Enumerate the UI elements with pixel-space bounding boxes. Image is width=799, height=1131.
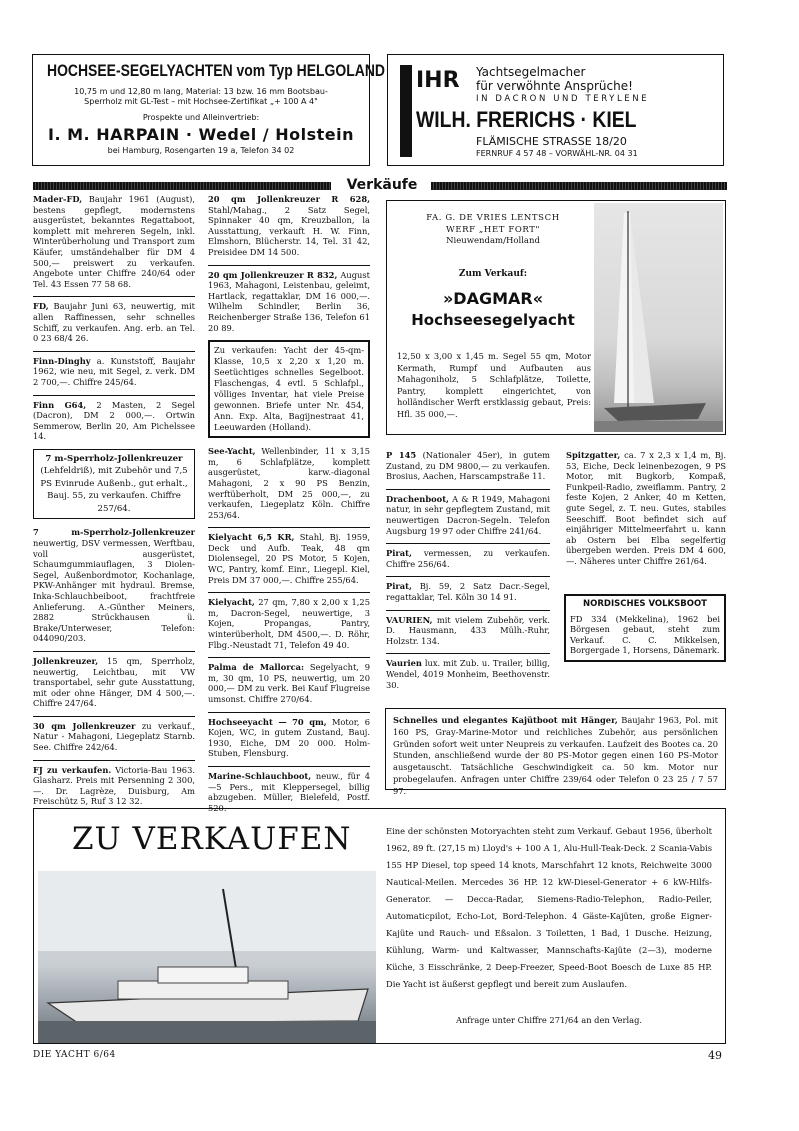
classified-ad (33, 721, 195, 753)
classified-ad (208, 717, 370, 759)
classified-ad-head: 7 m-Sperrholz-Jollenkreuzer (33, 527, 195, 538)
classified-ad (33, 765, 195, 807)
ad-divider (386, 543, 550, 544)
classified-ad-head: Pirat, (386, 548, 412, 559)
classified-ad-body: Wellenbinder, 11 x 3,15 m, 6 Schlafplätze, komplett ausgerüstet, karw.-diagonal Mahagoni, 2 x 90 PS Benzin, werftüberholt, DM 25 000,—, zu verkaufen, Liegeplatz Köln. Chiffre 253/64. (208, 446, 371, 520)
classified-ad-body: neuwertig, DSV vermessen, Werftbau, voll ausgerüstet, Schaumgummiauflagen, 3 Diolen-Segel, Außenbordmotor, Kochanlage, PKW-Anhänger mit hydraul. Bremse, Inka-Schlauchbeiboot, frachtfreie Anlieferung. A.-Günther Meiners, 2882 Strückhausen ü. Brake/Unterweser, Telefon: 044090/203. (33, 537, 195, 644)
dagmar-shipyard3: Nieuwendam/Holland (446, 236, 540, 246)
dagmar-type: Hochseesegelyacht (411, 311, 575, 329)
dagmar-sailboat-image (594, 203, 723, 432)
section-header (33, 177, 727, 193)
motoryacht-inquiry: Anfrage unter Chiffre 271/64 an den Verlag. (455, 1015, 643, 1025)
ad-divider (386, 653, 550, 654)
classified-ad-body: 2 Masten, 2 Segel (Dacron), DM 2 000,—. Ortwin Semmerow, Berlin 20, Am Pichelssee 14. (33, 399, 195, 442)
classified-ad-head: Finn-Dinghy (33, 355, 91, 366)
motoryacht-title: ZU VERKAUFEN (72, 821, 352, 857)
classified-ad (386, 548, 550, 569)
classified-ad-body: Victoria-Bau 1963. Glasharz. Preis mit Persenning 2 300,—. Dr. Lagrèze, Duisburg, Am Freischütz 5, Ruf 3 12 32. (33, 764, 195, 807)
ad-divider (208, 265, 370, 266)
ad-divider (208, 592, 370, 593)
ad-divider (33, 716, 195, 717)
classified-ad-body: Segelyacht, 9 m, 30 qm, 10 PS, neuwertig, um 20 000,— DM zu verk. Bei Kauf Flugreise umsonst. Chiffre 270/64. (208, 662, 370, 704)
ad-divider (208, 712, 370, 713)
classified-ad-head: Marine-Schlauchboot, (208, 770, 312, 781)
ad-frerichs-line1: Yachtsegelmacher (476, 65, 586, 79)
ad-frerichs-street: FLÄMISCHE STRASSE 18/20 (476, 135, 627, 148)
classified-ad-head: Vaurien (386, 658, 422, 669)
page-number: 49 (708, 1049, 722, 1062)
column-3 (386, 450, 550, 697)
ad-frerichs (387, 54, 724, 166)
classified-ad (208, 270, 370, 334)
spitzgatter-body: ca. 7 x 2,3 x 1,4 m, Bj. 53, Eiche, Deck leinenbezogen, 9 PS Motor, mit Bugkorb, Kompaß, Funkpeil-Radio, zweiflamm. Pantry, 2 feste Kojen, 2 Anker, 40 m Ketten, gute Segel, z. T. neu. Gutes, stabiles Seeschiff. Boot befindet sich auf einjähriger Mittelmeerfahrt u. kann ab Ostern bei Elba segelfertig übergeben werden. Preis DM 4 600,—. Näheres unter Chiffre 261/64. (566, 450, 727, 566)
ad-frerichs-company: WILH. FRERICHS · KIEL (416, 107, 637, 132)
classified-ad-head: VAURIEN, (386, 614, 433, 625)
boxed-ad-jollenkreuzer (33, 449, 195, 520)
classified-ad-body: Motor, 6 Kojen, WC, in gutem Zustand, Bauj. 1930, Eiche, DM 20 000. Holm-Stuben, Flensburg. (208, 716, 370, 759)
classified-ad (33, 527, 195, 644)
column-2-ads-b (208, 446, 370, 813)
classified-ad (386, 581, 550, 602)
ad-divider (33, 296, 195, 297)
classified-ad-head: Finn G64, (33, 399, 87, 410)
classified-ad (208, 771, 370, 813)
dagmar-shipyard2: WERF „HET FORT" (445, 225, 541, 235)
classified-ad (208, 597, 370, 650)
classified-ad-body: vermessen, zu verkaufen. Chiffre 256/64. (386, 548, 550, 569)
classified-ad-body: Bj. 59, 2 Satz Dacr.-Segel, regattaklar, Tel. Köln 30 14 91. (386, 581, 551, 602)
ad-dagmar (386, 200, 726, 435)
ad-motoryacht (33, 808, 726, 1044)
classified-ad (33, 194, 195, 289)
column-3-ads (386, 450, 550, 690)
ad-harpain (32, 54, 385, 166)
classified-ad-head: FJ zu verkaufen. (33, 764, 112, 775)
ad-harpain-company: I. M. HARPAIN · Wedel / Holstein (48, 125, 354, 144)
ad-divider (208, 527, 370, 528)
classified-ad-head: 20 qm Jollenkreuzer R 832, (208, 269, 338, 280)
classified-ad (33, 400, 195, 442)
classified-ad-body: 27 qm, 7,80 x 2,00 x 1,25 m, Dacron-Segel, neuwertige, 3 Kojen, Propangas, Pantry, winterüberholt, DM 4500,—. D. Röhr, Flbg.-Neustadt 71, Telefon 49 40. (208, 597, 370, 650)
spitzgatter-ad (566, 450, 726, 567)
classified-ad-body: lux. mit Zub. u. Trailer, billig, Wendel, 4019 Monheim, Beethovenstr. 30. (386, 658, 551, 690)
ad-divider (386, 576, 550, 577)
classified-ad (33, 301, 195, 343)
classified-ad-head: Mader-FD, (33, 194, 83, 204)
ad-frerichs-mark: IHR (416, 68, 460, 93)
classified-ad-body: A & R 1949, Mahagoni natur, in sehr gepflegtem Zustand, mit neuwertigen Dacron-Segeln. Telefon Augsburg 19 97 oder Chiffre 241/64. (386, 493, 551, 536)
classified-ad-head: Jollenkreuzer, (33, 655, 99, 666)
classified-ad-head: FD, (33, 301, 49, 312)
column-2 (208, 194, 370, 820)
ad-divider (386, 610, 550, 611)
dagmar-photo (594, 203, 723, 432)
ad-divider (33, 760, 195, 761)
classified-ad (386, 494, 550, 536)
section-header-bar-right (431, 182, 727, 190)
kajuet-head: Schnelles und elegantes Kajütboot mit Hänger, (393, 715, 618, 725)
column-4 (566, 450, 726, 567)
classified-ad (33, 656, 195, 709)
ad-frerichs-line2: für verwöhnte Ansprüche! (476, 79, 633, 93)
classified-ad-body: Baujahr 1961 (August), bestens gepflegt, modernstens ausgerüstet, bekanntes Regattaboot, komplett mit mehreren Segeln, inkl. Winterüberholung und Transport zum Käufer, umständehalber für DM 4 500,— preiswert zu verkaufen. Angebote unter Chiffre 240/64 oder Tel. 43 Essen 77 58 68. (33, 194, 195, 289)
classified-ad (386, 658, 550, 690)
classified-ad-body: a. Kunststoff, Baujahr 1962, wie neu, mit Segel, z. verk. DM 2 700,—. Chiffre 245/64. (33, 355, 195, 387)
classified-ad-head: 20 qm Jollenkreuzer R 628, (208, 194, 370, 204)
classified-ad-head: Hochseeyacht — 70 qm, (208, 716, 327, 727)
ad-divider (33, 351, 195, 352)
motoryacht-body: Eine der schönsten Motoryachten steht zum Verkauf. Gebaut 1956, überholt 1962, 89 ft. (27,15 m) Lloyd's + 100 A 1, Alu-Hull-Teak-Deck. 2 Scania-Vabis 155 HP Diesel, top speed 14 knots, Marschfahrt 12 knots, Reichweite 3000 Nautical-Meilen. Mercedes 36 HP. 12 kW-Diesel-Generator + 6 kW-Hilfs-Generator. — Decca-Radar, Siemens-Radio-Telephon, Radio-Peiler, Automaticpilot, Echo-Lot, Bord-Telephon. 4 Gäste-Kajüten, große Eigner-Kajüte und Rauch- und Eßsalon. 3 Toiletten, 1 Bad, 1 Dusche. Heizung, Kühlung, Warm- und Kaltwasser, Mannschafts-Kajüte (2—3), moderne Küche, 3 Eisschränke, 2 Deep-Freezer, Speed-Boot Boesch de Luxe 85 HP. Die Yacht ist äußerst gepflegt und bereit zum Auslaufen. (386, 826, 712, 989)
classified-ad-head: See-Yacht, (208, 446, 256, 457)
classified-ad (386, 615, 550, 647)
classified-ad-body: Stahl/Mahag., 2 Satz Segel, Spinnaker 40 qm, Kreuzballon, la Ausstattung, verkauft H. W. Finn, Elmshorn, Blücherstr. 14, Tel. 31 42, Preisidee DM 14 500. (208, 204, 370, 257)
classified-ad-body: Stahl, Bj. 1959, Deck und Aufb. Teak, 48 qm Diolensegel, 20 PS Motor, 5 Kojen, WC, Pantry, komf. Einr., Liegepl. Kiel, Preis DM 37 000,—. Chiffre 255/64. (208, 532, 370, 585)
ad-harpain-line3: Prospekte und Alleinvertrieb: (142, 113, 260, 122)
classified-ad-head: 30 qm Jollenkreuzer (33, 720, 136, 731)
classified-ad (386, 450, 550, 482)
section-header-bar-left (33, 182, 331, 190)
ad-frerichs-phone: FERNRUF 4 57 48 – VORWÄHL-NR. 04 31 (476, 149, 638, 158)
classified-ad (208, 194, 370, 258)
classified-ad-body: 15 qm, Sperrholz, neuwertig, Leichtbau, mit VW transportabel, sehr gute Ausstattung, mit oder ohne Hänger, DM 4 500,—. Chiffre 247/64. (33, 655, 195, 709)
section-title: Verkäufe (346, 177, 418, 193)
boxed-ad-45qm-text: Zu verkaufen: Yacht der 45-qm-Klasse, 10,5 x 2,20 x 1,20 m. Seetüchtiges schnelles Segelboot. Flaschengas, 4 evtl. 5 Schlafpl., völliges Inventar, hat viele Preise gewonnen. Briefe unter Nr. 454, Ann. Exp. Alta, Bagijnestraat 41, Leeuwarden (Holland). (214, 345, 364, 433)
ad-frerichs-bar (400, 65, 412, 157)
motoryacht-photo (38, 871, 376, 1043)
classified-ad-head: Pirat, (386, 581, 412, 592)
classified-ad-body: Baujahr Juni 63, neuwertig, mit allen Raffinessen, sehr schnelles Schiff, zu verkaufen. Ang. erb. an Tel. 0 23 68/4 26. (33, 301, 195, 344)
classified-ad-head: P 145 (386, 450, 417, 460)
motoryacht-image (38, 871, 376, 1043)
footer-left: DIE YACHT 6/64 (33, 1050, 116, 1060)
nordisch-body: FD 334 (Mekkelina), 1962 bei Börgesen gebaut, steht zum Verkauf. C. C. Mikkelsen, Borgergade 1, Horsens, Dänemark. (570, 613, 720, 656)
column-2-ads-a (208, 194, 370, 333)
column-1 (33, 194, 195, 814)
classified-ad (208, 532, 370, 585)
ad-divider (386, 489, 550, 490)
ad-divider (208, 657, 370, 658)
classified-ad-head: Kielyacht 6,5 KR, (208, 532, 295, 543)
column-1-ads (33, 194, 195, 442)
kajuet-body: Baujahr 1963, Pol. mit 160 PS, Gray-Marine-Motor und reichliches Zubehör, aus persönlichen Gründen sofort weit unter Neupreis zu verkaufen. Laufzeit des Bootes ca. 20 Stunden, anschließend wurde der 80 PS-Motor gegen einen 160 PS-Motor ausgetauscht. Tatsächliche Geschwindigkeit ca. 50 km. Motor nur probegelaufen. Anfragen unter Chiffre 239/64 oder Telefon 0 23 25 / 7 57 97. (393, 715, 718, 796)
nordisch-title: NORDISCHES VOLKSBOOT (583, 599, 707, 609)
ad-frerichs-line3: IN DACRON UND TERYLENE (476, 94, 650, 104)
ad-divider (33, 395, 195, 396)
classified-ad-head: Palma de Mallorca: (208, 662, 305, 673)
classified-ad-head: Drachenboot, (386, 493, 449, 504)
classified-ad-body: August 1963, Mahagoni, Leistenbau, geleimt, Hartlack, regattaklar, DM 16 000,—. Wilhelm Schindler, Berlin 36, Reichenberger Straße 136, Telefon 61 20 89. (208, 269, 370, 333)
ad-harpain-line1: 10,75 m und 12,80 m lang, Material: 13 bzw. 16 mm Bootsbau- (74, 87, 328, 96)
dagmar-name: »DAGMAR« (442, 289, 544, 308)
ad-kajuetboot (385, 708, 726, 796)
ad-harpain-line2: Sperrholz mit GL-Test – mit Hochsee-Zertifikat „+ 100 A 4" (84, 97, 318, 106)
ad-divider (33, 651, 195, 652)
classified-ad (208, 446, 370, 520)
ad-harpain-address: bei Hamburg, Rosengarten 19 a, Telefon 34 02 (107, 146, 295, 155)
classified-ad-body: zu verkauf., Natur - Mahagoni, Liegeplatz Starnb. See. Chiffre 242/64. (33, 720, 195, 753)
classified-ad-body: (Nationaler 45er), in gutem Zustand, zu DM 9800,— zu verkaufen. Brosius, Aachen, Harscampstraße 11. (386, 450, 550, 482)
dagmar-sale: Zum Verkauf: (458, 269, 528, 279)
classified-ad (208, 662, 370, 704)
boxed-ad-body: (Lehfeldriß), mit Zubehör und 7,5 PS Evinrude Außenb., gut erhalt., Bauj. 55, zu verkaufen. Chiffre 257/64. (40, 466, 188, 514)
boxed-ad-head: 7 m-Sperrholz-Jollenkreuzer (45, 453, 183, 464)
classified-ad-body: neuw., für 4—5 Pers., mit Kleppersegel, billig abzugeben. Müller, Bielefeld, Postf. 520. (208, 770, 370, 813)
ad-divider (208, 766, 370, 767)
ad-nordisches-volksboot (564, 594, 726, 662)
boxed-ad-45qm (208, 340, 370, 438)
dagmar-shipyard1: FA. G. DE VRIES LENTSCH (426, 213, 560, 223)
column-1-ads-b (33, 527, 195, 807)
classified-ad-body: mit vielem Zubehör, verk. D. Hausmann, 433 Mülh.-Ruhr, Holzstr. 134. (386, 614, 550, 646)
classified-ad (33, 356, 195, 388)
spitzgatter-head: Spitzgatter, (566, 450, 621, 460)
ad-harpain-title: HOCHSEE-SEGELYACHTEN vom Typ HELGOLAND (47, 61, 385, 80)
dagmar-body: 12,50 x 3,00 x 1,45 m. Segel 55 qm, Motor Kermath, Rumpf und Aufbauten aus Mahagoniholz, 5 Schlafplätze, Toilette, Pantry, komplett eingerichtet, von holländischer Werft erstklassig gebaut, Preis: Hfl. 35 000,—. (397, 351, 591, 419)
classified-ad-head: Kielyacht, (208, 597, 255, 608)
